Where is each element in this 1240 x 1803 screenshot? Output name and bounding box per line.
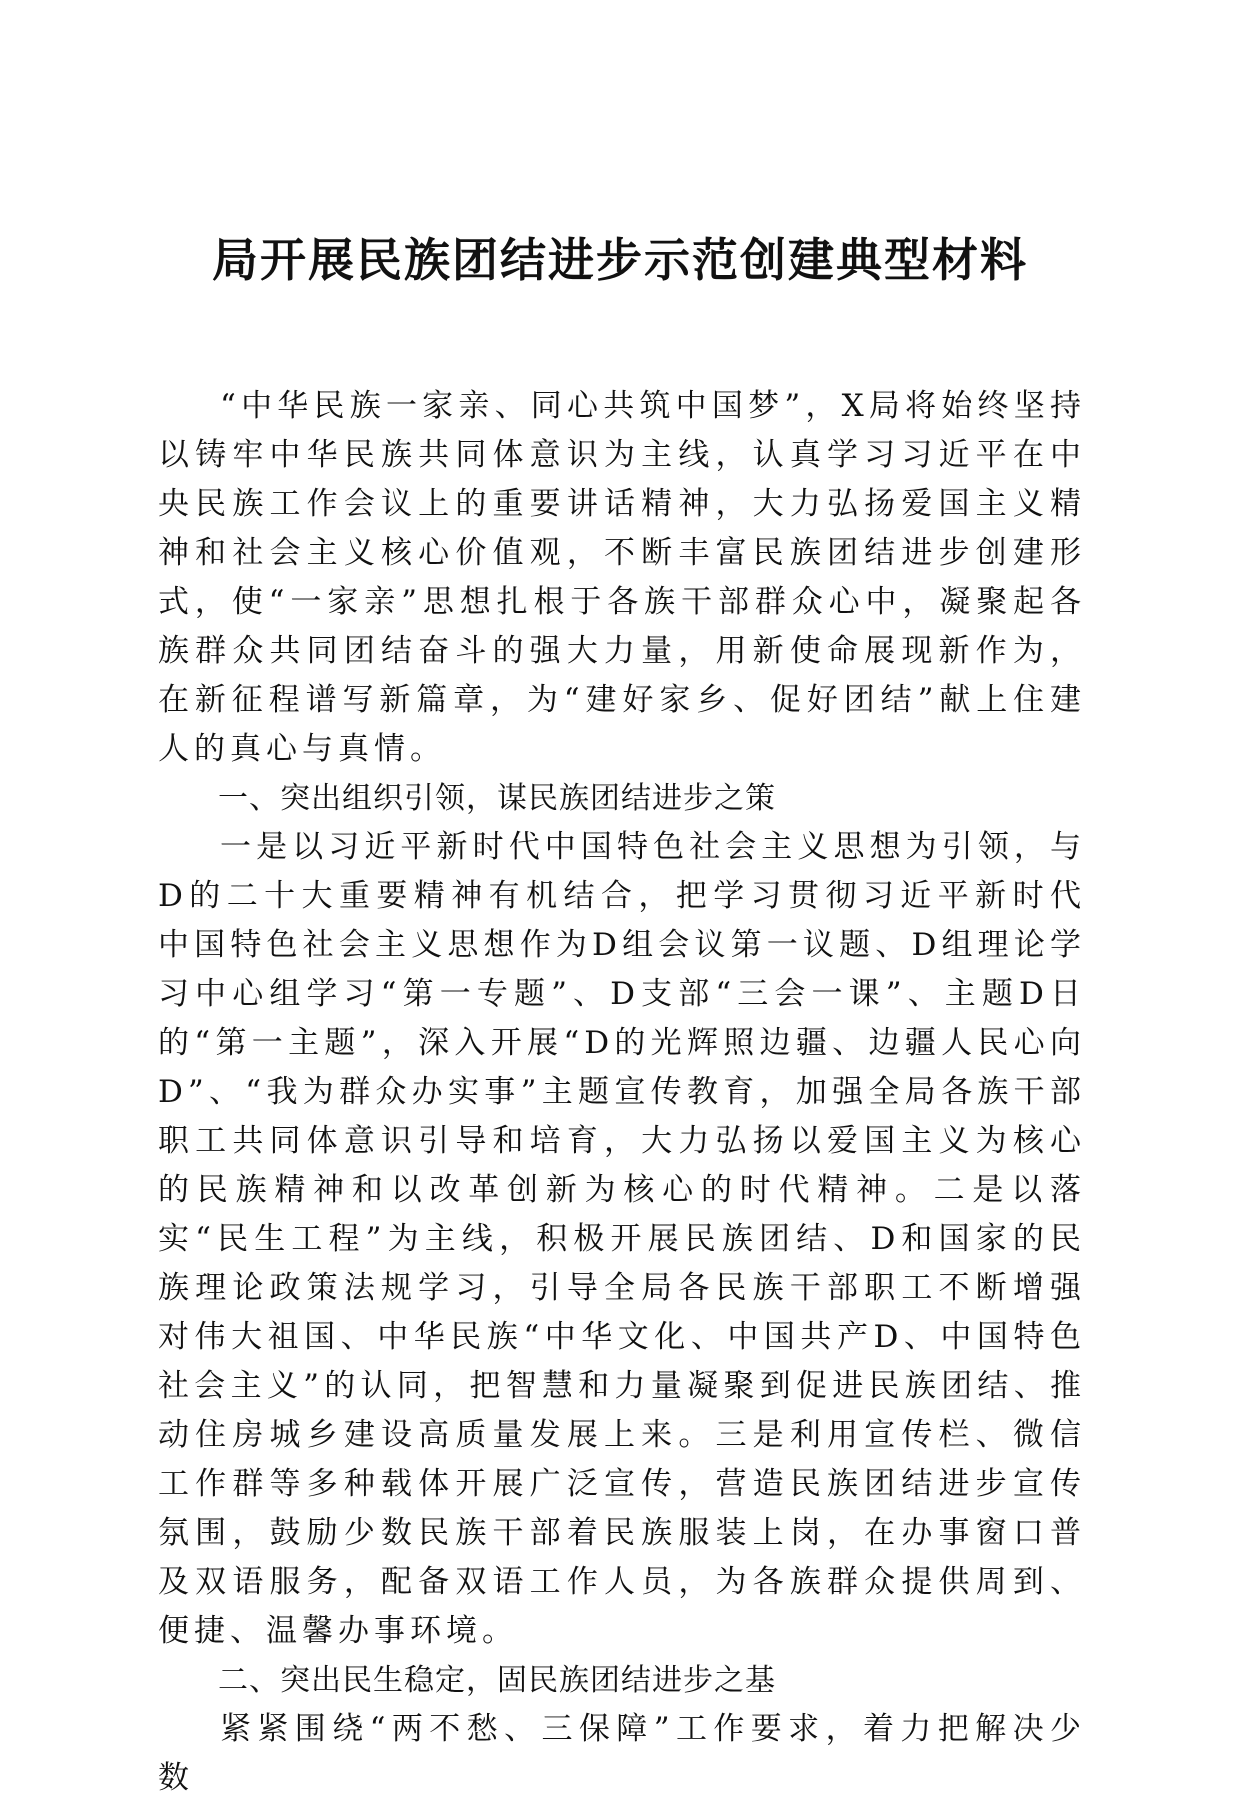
document-title: 局开展民族团结进步示范创建典型材料 [212, 233, 1028, 287]
intro-paragraph: “中华民族一家亲、同心共筑中国梦”，X局将始终坚持以铸牢中华民族共同体意识为主线，认真学习习近平在中央民族工作会议上的重要讲话精神，大力弘扬爱国主义精神和社会主义核心价值观，不断丰富民族团结进步创建形式，使“一家亲”思想扎根于各族干部群众心中，凝聚起各族群众共同团结奋斗的强大力量，用新使命展现新作为，在新征程谱写新篇章，为“建好家乡、促好团结”献上住建人的真心与真情。 [158, 388, 1086, 767]
section-heading-2: 二、突出民生稳定，固民族团结进步之基 [218, 1663, 776, 1698]
section-heading-1: 一、突出组织引领，谋民族团结进步之策 [218, 781, 776, 816]
document-body [158, 382, 1086, 1803]
section-1-paragraph: 一是以习近平新时代中国特色社会主义思想为引领，与D的二十大重要精神有机结合，把学习贯彻习近平新时代中国特色社会主义思想作为D组会议第一议题、D组理论学习中心组学习“第一专题”、D支部“三会一课”、主题D日的“第一主题”，深入开展“D的光辉照边疆、边疆人民心向D”、“我为群众办实事”主题宣传教育，加强全局各族干部职工共同体意识引导和培育，大力弘扬以爱国主义为核心的民族精神和以改革创新为核心的时代精神。二是以落实“民生工程”为主线，积极开展民族团结、D和国家的民族理论政策法规学习，引导全局各民族干部职工不断增强对伟大祖国、中华民族“中华文化、中国共产D、中国特色社会主义”的认同，把智慧和力量凝聚到促进民族团结、推动住房城乡建设高质量发展上来。三是利用宣传栏、微信工作群等多种载体开展广泛宣传，营造民族团结进步宣传氛围，鼓励少数民族干部着民族服装上岗，在办事窗口普及双语服务，配备双语工作人员，为各族群众提供周到、便捷、温馨办事环境。 [158, 829, 1086, 1649]
section-2-paragraph: 紧紧围绕“两不愁、三保障”工作要求，着力把解决少数 [158, 1711, 1086, 1796]
